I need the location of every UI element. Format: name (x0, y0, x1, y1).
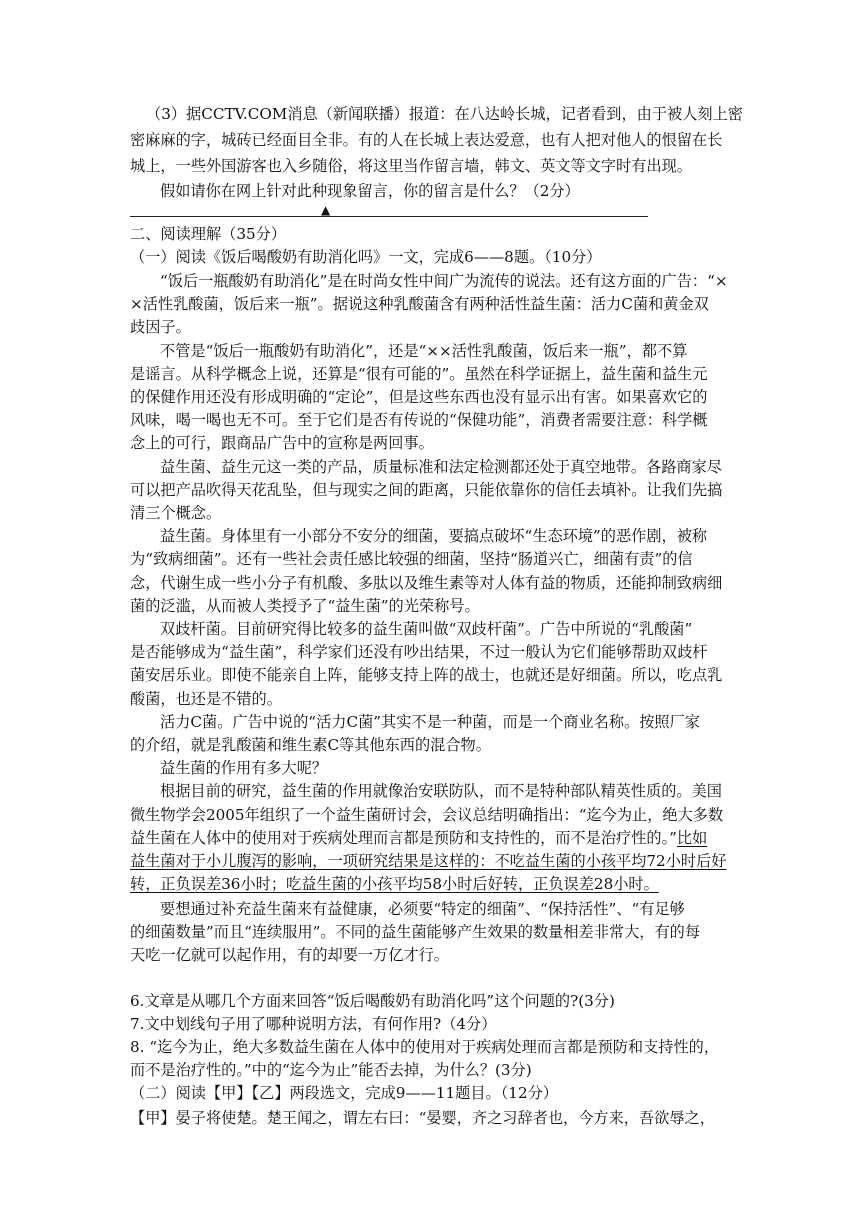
question-8-line-1: 8. “迄今为止，绝大多数益生菌在人体中的使用对于疾病处理而言都是预防和支持性的， (130, 1038, 720, 1056)
article-line: 是谣言。从科学概念上说，还算是“很有可能的”。虽然在科学证据上，益生菌和益生元 (130, 365, 708, 383)
article-line: 的细菌数量”而且“连续服用”。不同的益生菌能够产生效果的数量相差非常大，有的每 (130, 923, 701, 941)
question-3-prompt: 假如请你在网上针对此种现象留言，你的留言是什么？（2分） (160, 182, 580, 200)
article-text: 益生菌在人体中的使用对于疾病处理而言都是预防和支持性的，而不是治疗性的。” (130, 829, 677, 847)
article-line: 歧因子。 (130, 318, 191, 336)
question-8-line-2: 而不是治疗性的。”中的“迄今为止”能否去掉，为什么？(3分) (130, 1061, 532, 1079)
article-line: 双歧杆菌。目前研究得比较多的益生菌叫做“双歧杆菌”。广告中所说的“乳酸菌” (160, 620, 693, 638)
article-line: 念上的可行，跟商品广告中的宣称是两回事。 (130, 434, 434, 452)
question-6: 6.文章是从哪几个方面来回答“饭后喝酸奶有助消化吗”这个问题的?(3分) (130, 992, 615, 1010)
article-line: 根据目前的研究，益生菌的作用就像治安联防队，而不是特种部队精英性质的。美国 (160, 782, 722, 800)
article-line: 是否能够成为“益生菌”，科学家们还没有吵出结果，不过一般认为它们能够帮助双歧杆 (130, 643, 708, 661)
question-3-line-1: （3）据CCTV.COM消息（新闻联播）报道：在八达岭长城，记者看到，由于被人刻上密 (146, 105, 743, 123)
article-line: 为“致病细菌”。还有一些社会责任感比较强的细菌，坚持“肠道兴亡，细菌有责”的信 (130, 550, 693, 568)
article-line: ×活性乳酸菌，饭后来一瓶”。据说这种乳酸菌含有两种活性益生菌：活力C菌和黄金双 (130, 295, 709, 313)
answer-line (130, 216, 648, 217)
article-line: 益生菌、益生元这一类的产品，质量标准和法定检测都还处于真空地带。各路商家尽 (160, 458, 722, 476)
article-line: 益生菌。身体里有一小部分不安分的细菌，要搞点破坏“生态环境”的恶作剧，被称 (160, 527, 708, 545)
article-line: 菌安居乐业。即使不能亲自上阵，能够支持上阵的战士，也就还是好细菌。所以，吃点乳 (130, 666, 723, 684)
article-line: 益生菌的作用有多大呢？ (160, 759, 328, 777)
article-line: 微生物学会2005年组织了一个益生菌研讨会，会议总结明确指出：“迄今为止，绝大多数 (130, 806, 724, 824)
question-3-line-3: 城上，一些外国游客也入乡随俗，将这里当作留言墙，韩文、英文等文字时有出现。 (130, 157, 692, 175)
article-line: 酸菌，也还是不错的。 (130, 690, 282, 708)
article-line-mixed (130, 828, 750, 848)
underlined-sentence-start: 比如 (676, 829, 708, 847)
article-line: 活力C菌。广告中说的“活力C菌”其实不是一种菌，而是一个商业名称。按照厂家 (160, 713, 700, 731)
article-line: 的介绍，就是乳酸菌和维生素C等其他东西的混合物。 (130, 736, 491, 754)
article-line: 念，代谢生成一些小分子有机酸、多肽以及维生素等对人体有益的物质，还能抑制致病细 (130, 574, 723, 592)
question-7: 7.文中划线句子用了哪种说明方法，有何作用?（4分） (130, 1015, 497, 1033)
underlined-sentence-line-1: 益生菌对于小儿腹泻的影响，一项研究结果是这样的：不吃益生菌的小孩平均72小时后好 (130, 852, 727, 870)
article-line: 天吃一亿就可以起作用，有的却要一万亿才行。 (130, 946, 449, 964)
part-2-title: （二）阅读【甲】【乙】两段选文，完成9——11题目。（12分） (130, 1084, 558, 1102)
article-line: 风味，喝一喝也无不可。至于它们是否有传说的“保健功能”，消费者需要注意：科学概 (130, 411, 708, 429)
article-line: 的保健作用还没有形成明确的“定论”，但是这些东西也没有显示出有害。如果喜欢它的 (130, 388, 708, 406)
passage-jia-line: 【甲】晏子将使楚。楚王闻之，谓左右曰：“晏婴，齐之习辞者也，今方来，吾欲辱之， (130, 1109, 715, 1127)
article-line: 要想通过补充益生菌来有益健康，必须要“特定的细菌”、“保持活性”、“有足够 (160, 900, 685, 918)
section-2-title: 二、阅读理解（35分） (130, 225, 287, 243)
part-1-title: （一）阅读《饭后喝酸奶有助消化吗》一文，完成6——8题。（10分） (130, 248, 602, 266)
article-line: 清三个概念。 (130, 504, 222, 522)
article-line: “饭后一瓶酸奶有助消化”是在时尚女性中间广为流传的说法。还有这方面的广告：“× (160, 272, 728, 290)
article-line: 不管是“饭后一瓶酸奶有助消化”，还是“××活性乳酸菌，饭后来一瓶”，都不算 (160, 342, 688, 360)
underlined-sentence-line-2: 转，正负误差36小时；吃益生菌的小孩平均58小时后好转，正负误差28小时。 (130, 875, 659, 893)
article-line: 可以把产品吹得天花乱坠，但与现实之间的距离，只能依靠你的信任去填补。让我们先搞 (130, 481, 723, 499)
question-3-line-2: 密麻麻的字，城砖已经面目全非。有的人在长城上表达爱意，也有人把对他人的恨留在长 (130, 131, 723, 149)
article-line: 菌的泛滥，从而被人类授予了“益生菌”的光荣称号。 (130, 597, 480, 615)
answer-mark-triangle: ▲ (321, 203, 331, 217)
